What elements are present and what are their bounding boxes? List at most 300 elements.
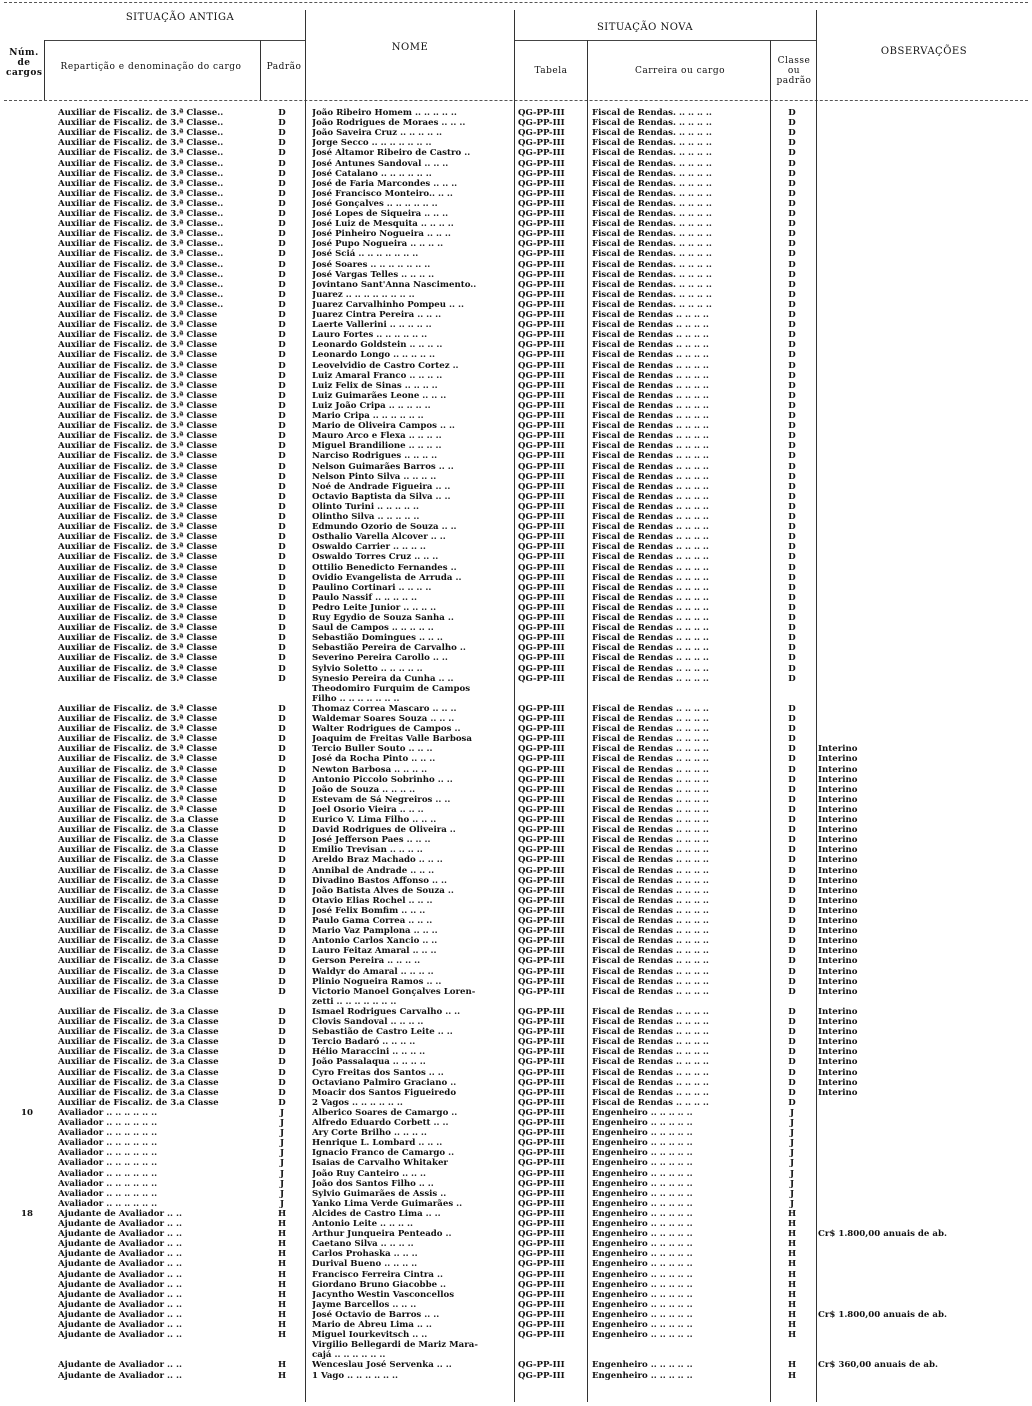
row-observacao: Interino [818,855,858,866]
row-reparticao: Auxiliar de Fiscaliz. de 3.a Classe [58,926,219,937]
row-carreira: Fiscal de Rendas. .. .. .. .. [592,168,712,179]
row-num-cargos: 10 [21,1107,33,1118]
row-tabela: QG-PP-III [518,855,565,866]
row-reparticao: Auxiliar de Fiscaliz. de 3.ª Classe [58,471,218,482]
row-tabela: QG-PP-III [518,168,565,179]
row-reparticao: Auxiliar de Fiscaliz. de 3.a Classe [58,895,219,906]
row-reparticao: Auxiliar de Fiscaliz. de 3.ª Classe.. [58,269,224,280]
row-nome: Luiz Amaral Franco .. .. .. .. [312,370,443,381]
row-padrao: D [278,613,286,623]
table-row [0,492,1032,502]
row-classe: D [788,754,796,765]
row-reparticao: Avaliador .. .. .. .. .. .. [58,1198,158,1209]
row-nome: Mario de Oliveira Campos .. .. [312,421,455,432]
row-reparticao: Auxiliar de Fiscaliz. de 3.ª Classe [58,592,218,603]
row-carreira: Fiscal de Rendas .. .. .. .. [592,522,709,533]
table-row [0,573,1032,583]
row-tabela: QG-PP-III [518,340,565,351]
table-row [0,1118,1032,1128]
row-reparticao: Auxiliar de Fiscaliz. de 3.ª Classe [58,461,218,472]
row-carreira: Fiscal de Rendas .. .. .. .. [592,532,709,543]
row-reparticao: Auxiliar de Fiscaliz. de 3.ª Classe [58,421,218,432]
row-carreira: Fiscal de Rendas .. .. .. .. [592,633,709,644]
row-nome: João Passalaqua .. .. .. .. [312,1057,426,1068]
row-reparticao: Auxiliar de Fiscaliz. de 3.ª Classe.. [58,209,224,219]
row-tabela: QG-PP-III [518,1128,565,1139]
row-padrao: D [278,643,286,654]
row-nome: Filho .. .. .. .. .. .. .. [312,693,400,704]
row-classe: D [788,1047,796,1058]
row-classe: D [788,481,796,492]
row-tabela: QG-PP-III [518,370,565,381]
row-nome: Estevam de Sá Negreiros .. .. [312,794,451,805]
row-padrao: H [277,1360,287,1371]
row-reparticao: Auxiliar de Fiscaliz. de 3.a Classe [58,976,219,987]
row-carreira: Fiscal de Rendas .. .. .. .. [592,400,709,411]
row-tabela: QG-PP-III [518,956,565,967]
table-row [0,1310,1032,1320]
row-nome: Lauro Fortes .. .. .. .. .. .. [312,330,428,341]
row-carreira: Fiscal de Rendas .. .. .. .. [592,774,709,785]
row-tabela: QG-PP-III [518,380,565,391]
row-tabela: QG-PP-III [518,269,565,280]
row-reparticao: Auxiliar de Fiscaliz. de 3.a Classe [58,905,219,916]
row-tabela: QG-PP-III [518,411,565,421]
row-tabela: QG-PP-III [518,108,565,118]
row-nome: José Soares .. .. .. .. .. .. .. [312,259,431,270]
row-reparticao: Auxiliar de Fiscaliz. de 3.ª Classe.. [58,128,224,139]
row-carreira: Fiscal de Rendas .. .. .. .. [592,471,709,482]
row-padrao: H [277,1320,287,1330]
row-carreira: Fiscal de Rendas. .. .. .. .. [592,259,712,270]
row-tabela: QG-PP-III [518,835,565,846]
row-reparticao: Avaliador .. .. .. .. .. .. [58,1118,158,1128]
row-classe: D [788,905,796,916]
row-observacao: Interino [818,784,858,795]
table-row [0,1360,1032,1370]
row-reparticao: Auxiliar de Fiscaliz. de 3.ª Classe.. [58,138,224,149]
row-padrao: D [278,855,286,866]
row-nome: João dos Santos Filho .. .. [312,1178,434,1189]
table-row [0,148,1032,158]
row-observacao: Interino [818,1067,858,1078]
row-classe: D [788,1037,796,1048]
row-padrao: D [278,804,286,815]
row-tabela: QG-PP-III [518,1360,565,1371]
row-tabela: QG-PP-III [518,986,565,997]
table-row [0,441,1032,451]
row-reparticao: Auxiliar de Fiscaliz. de 3.a Classe [58,1017,219,1027]
row-classe: D [788,118,796,129]
row-nome: Luiz João Cripa .. .. .. .. .. [312,400,431,411]
row-tabela: QG-PP-III [518,1198,565,1209]
row-nome: Caetano Silva .. .. .. .. [312,1239,414,1250]
table-row [0,159,1032,169]
table-row [0,300,1032,310]
table-row [0,633,1032,643]
row-carreira: Engenheiro .. .. .. .. .. [592,1158,693,1169]
row-padrao: D [278,239,286,250]
row-nome: Wenceslau José Servenka .. .. [312,1360,452,1371]
row-carreira: Engenheiro .. .. .. .. .. [592,1249,693,1260]
row-tabela: QG-PP-III [518,885,565,896]
row-reparticao: Ajudante de Avaliador .. .. [58,1229,182,1240]
row-carreira: Engenheiro .. .. .. .. .. [592,1299,693,1310]
row-reparticao: Auxiliar de Fiscaliz. de 3.ª Classe [58,734,218,745]
row-reparticao: Auxiliar de Fiscaliz. de 3.a Classe [58,966,219,977]
row-padrao: D [278,1067,286,1078]
row-carreira: Engenheiro .. .. .. .. .. [592,1370,693,1381]
row-tabela: QG-PP-III [518,431,565,442]
row-observacao: Interino [818,815,858,825]
row-classe: H [787,1259,797,1270]
row-classe: D [788,209,796,219]
row-tabela: QG-PP-III [518,350,565,361]
row-nome: José Felix Bomfim .. .. .. [312,905,426,916]
row-tabela: QG-PP-III [518,461,565,472]
row-classe: D [788,986,796,997]
row-reparticao: Auxiliar de Fiscaliz. de 3.a Classe [58,1037,219,1048]
row-reparticao: Auxiliar de Fiscaliz. de 3.a Classe [58,815,219,825]
row-carreira: Engenheiro .. .. .. .. .. [592,1198,693,1209]
row-nome: Waldyr do Amaral .. .. .. .. [312,966,434,977]
row-carreira: Fiscal de Rendas .. .. .. .. [592,310,709,320]
row-reparticao: Auxiliar de Fiscaliz. de 3.ª Classe [58,330,218,341]
row-tabela: QG-PP-III [518,289,565,300]
table-row [0,1047,1032,1057]
row-tabela: QG-PP-III [518,198,565,209]
row-classe: D [788,572,796,583]
row-classe: H [787,1279,797,1290]
row-classe: D [788,501,796,512]
table-row [0,643,1032,653]
row-classe: D [788,784,796,795]
row-observacao: Interino [818,895,858,906]
row-carreira: Fiscal de Rendas .. .. .. .. [592,1097,709,1108]
row-padrao: D [278,289,286,300]
row-carreira: Fiscal de Rendas .. .. .. .. [592,1027,709,1038]
table-row [0,371,1032,381]
row-classe: D [788,804,796,815]
row-tabela: QG-PP-III [518,209,565,219]
row-carreira: Fiscal de Rendas. .. .. .. .. [592,239,712,250]
row-classe: J [789,1198,795,1209]
row-classe: H [787,1320,797,1330]
row-nome: Laerte Vallerini .. .. .. .. .. [312,320,432,331]
row-reparticao: Ajudante de Avaliador .. .. [58,1360,182,1371]
row-tabela: QG-PP-III [518,916,565,926]
row-reparticao: Auxiliar de Fiscaliz. de 3.ª Classe.. [58,249,224,260]
row-tabela: QG-PP-III [518,875,565,886]
row-reparticao: Avaliador .. .. .. .. .. .. [58,1158,158,1169]
row-padrao: D [278,299,286,310]
row-reparticao: Ajudante de Avaliador .. .. [58,1259,182,1270]
row-observacao: Interino [818,885,858,896]
row-tabela: QG-PP-III [518,714,565,724]
row-classe: D [788,421,796,432]
row-classe: H [787,1299,797,1310]
row-padrao: D [278,310,286,320]
row-padrao: J [279,1138,285,1149]
row-carreira: Fiscal de Rendas .. .. .. .. [592,895,709,906]
row-observacao: Interino [818,754,858,765]
row-observacao: Interino [818,744,858,755]
row-carreira: Engenheiro .. .. .. .. .. [592,1188,693,1199]
row-reparticao: Auxiliar de Fiscaliz. de 3.ª Classe [58,441,218,452]
row-classe: D [788,219,796,230]
row-reparticao: Auxiliar de Fiscaliz. de 3.a Classe [58,1097,219,1108]
row-classe: J [789,1158,795,1169]
row-carreira: Fiscal de Rendas. .. .. .. .. [592,158,712,169]
row-padrao: D [278,380,286,391]
row-tabela: QG-PP-III [518,734,565,745]
header-situacao-nova: SITUAÇÃO NOVA [596,22,694,33]
row-nome: Tercio Buller Souto .. .. .. [312,744,433,755]
row-padrao: H [277,1370,287,1381]
table-row [0,785,1032,795]
row-tabela: QG-PP-III [518,653,565,664]
row-padrao: D [278,1087,286,1098]
row-tabela: QG-PP-III [518,703,565,714]
table-row [0,1280,1032,1290]
table-row [0,451,1032,461]
row-padrao: D [278,148,286,159]
table-row [0,361,1032,371]
table-row [0,1371,1032,1381]
table-row [0,401,1032,411]
row-classe: D [788,310,796,320]
row-reparticao: Auxiliar de Fiscaliz. de 3.ª Classe [58,481,218,492]
row-padrao: D [278,461,286,472]
row-padrao: D [278,542,286,553]
row-observacao: Interino [818,956,858,967]
table-row [0,502,1032,512]
row-padrao: D [278,815,286,825]
table-row [0,653,1032,663]
row-tabela: QG-PP-III [518,1269,565,1280]
row-nome: Tercio Badaró .. .. .. .. [312,1037,416,1048]
row-observacao: Interino [818,825,858,836]
row-carreira: Fiscal de Rendas .. .. .. .. [592,350,709,361]
row-tabela: QG-PP-III [518,1208,565,1219]
row-nome: Mauro Arco e Flexa .. .. .. .. [312,431,442,442]
row-classe: D [788,451,796,462]
row-tabela: QG-PP-III [518,118,565,129]
row-nome: José de Faria Marcondes .. .. .. [312,178,458,189]
row-tabela: QG-PP-III [518,673,565,684]
row-nome: Otavio Elias Rochel .. .. .. [312,895,433,906]
row-classe: H [787,1229,797,1240]
row-padrao: D [278,936,286,947]
row-reparticao: Auxiliar de Fiscaliz. de 3.ª Classe [58,390,218,401]
row-reparticao: Auxiliar de Fiscaliz. de 3.ª Classe [58,744,218,755]
table-row [0,734,1032,744]
row-padrao: D [278,976,286,987]
row-observacao: Interino [818,1017,858,1027]
row-classe: D [788,1067,796,1078]
row-carreira: Fiscal de Rendas .. .. .. .. [592,451,709,462]
row-carreira: Fiscal de Rendas .. .. .. .. [592,380,709,391]
row-carreira: Fiscal de Rendas .. .. .. .. [592,592,709,603]
row-nome: José Pupo Nogueira .. .. .. .. [312,239,444,250]
table-row [0,330,1032,340]
row-padrao: D [278,926,286,937]
row-observacao: Interino [818,976,858,987]
row-padrao: D [278,754,286,765]
row-reparticao: Auxiliar de Fiscaliz. de 3.ª Classe [58,794,218,805]
row-padrao: J [279,1198,285,1209]
row-reparticao: Auxiliar de Fiscaliz. de 3.ª Classe [58,320,218,331]
row-reparticao: Auxiliar de Fiscaliz. de 3.a Classe [58,1057,219,1068]
row-padrao: D [278,411,286,421]
row-reparticao: Auxiliar de Fiscaliz. de 3.a Classe [58,835,219,846]
row-classe: D [788,885,796,896]
row-nome: Yanko Lima Verde Guimarães .. [312,1198,463,1209]
row-tabela: QG-PP-III [518,1097,565,1108]
row-classe: D [788,946,796,957]
row-tabela: QG-PP-III [518,774,565,785]
row-carreira: Engenheiro .. .. .. .. .. [592,1138,693,1149]
row-padrao: D [278,421,286,432]
row-classe: D [788,663,796,674]
row-reparticao: Auxiliar de Fiscaliz. de 3.ª Classe [58,602,218,613]
row-reparticao: Auxiliar de Fiscaliz. de 3.ª Classe.. [58,299,224,310]
row-carreira: Fiscal de Rendas .. .. .. .. [592,1067,709,1078]
row-padrao: H [277,1299,287,1310]
row-carreira: Fiscal de Rendas .. .. .. .. [592,643,709,654]
row-nome: Nelson Pinto Silva .. .. .. .. [312,471,437,482]
row-classe: D [788,966,796,977]
row-tabela: QG-PP-III [518,1309,565,1320]
table-row [0,1057,1032,1067]
row-nome: Plinio Nogueira Ramos .. .. [312,976,442,987]
row-reparticao: Ajudante de Avaliador .. .. [58,1279,182,1290]
row-carreira: Fiscal de Rendas .. .. .. .. [592,1057,709,1068]
row-nome: Newton Barbosa .. .. .. .. [312,764,428,775]
row-carreira: Fiscal de Rendas .. .. .. .. [592,724,709,735]
row-padrao: H [277,1208,287,1219]
row-carreira: Fiscal de Rendas .. .. .. .. [592,1006,709,1017]
row-nome: Eurico V. Lima Filho .. .. .. [312,815,437,825]
row-nome: Emilio Trevisan .. .. .. .. [312,845,423,856]
row-classe: D [788,340,796,351]
row-tabela: QG-PP-III [518,895,565,906]
table-row [0,1259,1032,1269]
row-classe: J [789,1178,795,1189]
row-nome: Saul de Campos .. .. .. .. .. [312,623,434,634]
row-classe: D [788,1087,796,1098]
row-reparticao: Ajudante de Avaliador .. .. [58,1208,182,1219]
row-carreira: Fiscal de Rendas .. .. .. .. [592,714,709,724]
row-padrao: D [278,1027,286,1038]
row-carreira: Engenheiro .. .. .. .. .. [592,1148,693,1159]
table-row [0,1128,1032,1138]
row-classe: D [788,491,796,502]
row-tabela: QG-PP-III [518,310,565,320]
row-reparticao: Auxiliar de Fiscaliz. de 3.ª Classe [58,572,218,583]
row-tabela: QG-PP-III [518,744,565,755]
row-carreira: Fiscal de Rendas .. .. .. .. [592,865,709,876]
row-classe: D [788,875,796,886]
row-padrao: D [278,320,286,331]
table-row [0,724,1032,734]
row-reparticao: Auxiliar de Fiscaliz. de 3.ª Classe.. [58,279,224,290]
row-reparticao: Avaliador .. .. .. .. .. .. [58,1188,158,1199]
row-nome: Durival Bueno .. .. .. .. [312,1259,418,1270]
row-carreira: Engenheiro .. .. .. .. .. [592,1269,693,1280]
row-classe: D [788,845,796,856]
row-tabela: QG-PP-III [518,865,565,876]
row-reparticao: Auxiliar de Fiscaliz. de 3.ª Classe.. [58,178,224,189]
row-carreira: Engenheiro .. .. .. .. .. [592,1320,693,1330]
row-tabela: QG-PP-III [518,825,565,836]
row-observacao: Interino [818,1057,858,1068]
row-tabela: QG-PP-III [518,259,565,270]
table-row [0,472,1032,482]
row-reparticao: Auxiliar de Fiscaliz. de 3.a Classe [58,1006,219,1017]
row-carreira: Engenheiro .. .. .. .. .. [592,1229,693,1240]
row-observacao: Interino [818,905,858,916]
row-classe: D [788,835,796,846]
table-row [0,1340,1032,1350]
row-classe: D [788,380,796,391]
row-carreira: Engenheiro .. .. .. .. .. [592,1168,693,1179]
table-row [0,462,1032,472]
row-reparticao: Avaliador .. .. .. .. .. .. [58,1128,158,1139]
row-nome: José Sciá .. .. .. .. .. .. .. [312,249,419,260]
row-padrao: D [278,198,286,209]
table-row [0,603,1032,613]
row-nome: Jacyntho Westin Vasconcellos [312,1289,455,1300]
table-row [0,542,1032,552]
row-nome: Cyro Freitas dos Santos .. .. [312,1067,444,1078]
row-nome: João de Souza .. .. .. .. [312,784,416,795]
table-row [0,1027,1032,1037]
row-observacao: Interino [818,794,858,805]
row-nome: Annibal de Andrade .. .. .. [312,865,435,876]
row-carreira: Fiscal de Rendas .. .. .. .. [592,1037,709,1048]
row-nome: Jayme Barcellos .. .. .. [312,1299,417,1310]
row-nome: Clovis Sandoval .. .. .. .. [312,1017,424,1027]
row-classe: D [788,542,796,553]
row-nome: Victorio Manoel Gonçalves Loren- [312,986,476,997]
row-padrao: D [278,825,286,836]
row-carreira: Fiscal de Rendas .. .. .. .. [592,653,709,664]
row-carreira: Fiscal de Rendas .. .. .. .. [592,875,709,886]
row-carreira: Fiscal de Rendas .. .. .. .. [592,552,709,563]
row-observacao: Interino [818,986,858,997]
header-situacao-antiga: SITUAÇÃO ANTIGA [125,12,235,23]
table-row [0,1098,1032,1108]
row-reparticao: Auxiliar de Fiscaliz. de 3.a Classe [58,956,219,967]
row-reparticao: Auxiliar de Fiscaliz. de 3.ª Classe [58,633,218,644]
row-tabela: QG-PP-III [518,613,565,623]
row-padrao: D [278,279,286,290]
row-nome: Oswaldo Carrier .. .. .. .. [312,542,426,553]
row-reparticao: Auxiliar de Fiscaliz. de 3.ª Classe.. [58,219,224,230]
row-nome: João Batista Alves de Souza .. [312,885,454,896]
row-classe: D [788,703,796,714]
row-padrao: D [278,481,286,492]
row-tabela: QG-PP-III [518,946,565,957]
row-tabela: QG-PP-III [518,400,565,411]
row-carreira: Fiscal de Rendas .. .. .. .. [592,501,709,512]
row-carreira: Fiscal de Rendas. .. .. .. .. [592,219,712,230]
row-tabela: QG-PP-III [518,1087,565,1098]
row-padrao: D [278,158,286,169]
row-classe: D [788,673,796,684]
row-padrao: D [278,360,286,371]
